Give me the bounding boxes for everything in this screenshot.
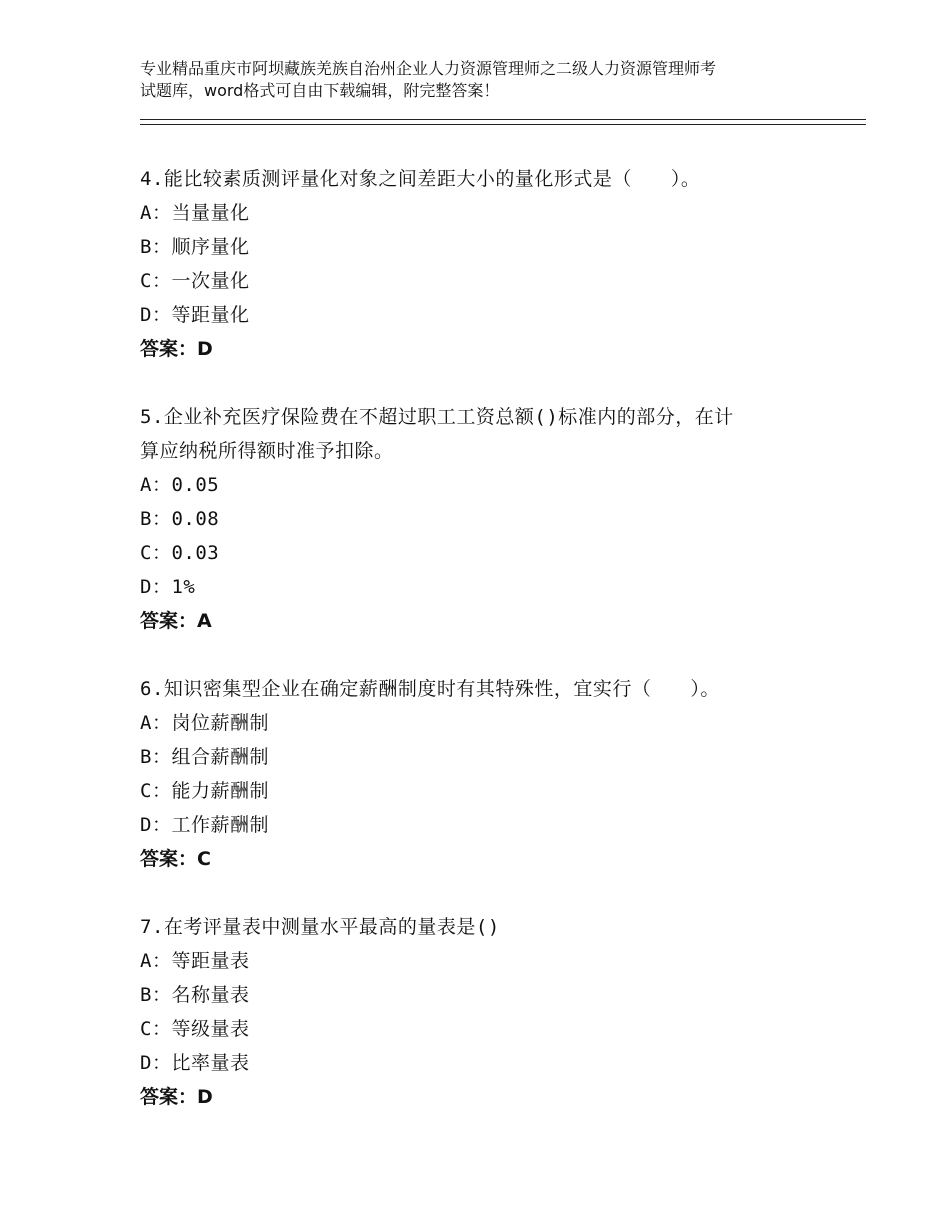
- option-b: B：顺序量化: [140, 236, 250, 258]
- option-b: B：0.08: [140, 508, 220, 530]
- option-c: C：0.03: [140, 542, 220, 564]
- option-a: A：0.05: [140, 474, 220, 496]
- answer-line: 答案：C: [140, 848, 211, 870]
- question-stem-line: 4.能比较素质测评量化对象之间差距大小的量化形式是（ ）。: [140, 168, 701, 190]
- option-d: D：比率量表: [140, 1052, 250, 1074]
- option-d: D：等距量化: [140, 304, 250, 326]
- option-c: C：一次量化: [140, 270, 250, 292]
- question-stem-line: 5.企业补充医疗保险费在不超过职工工资总额()标准内的部分，在计: [140, 406, 734, 428]
- question-stem-line: 6.知识密集型企业在确定薪酬制度时有其特殊性，宜实行（ ）。: [140, 678, 720, 700]
- question-list: [140, 162, 860, 1148]
- question-stem-line: 7.在考评量表中测量水平最高的量表是(): [140, 916, 500, 938]
- question-stem: [140, 400, 860, 468]
- answer-line: 答案：A: [140, 610, 212, 632]
- question-stem: [140, 672, 860, 706]
- header-divider-top: [140, 119, 866, 120]
- question-stem: [140, 910, 860, 944]
- document-header: [140, 58, 840, 102]
- option-d: D：1%: [140, 576, 196, 598]
- question-6: [140, 672, 860, 876]
- option-d: D：工作薪酬制: [140, 814, 269, 836]
- question-7: [140, 910, 860, 1114]
- option-a: A：等距量表: [140, 950, 250, 972]
- question-4: [140, 162, 860, 366]
- header-title-line-1: 专业精品重庆市阿坝藏族羌族自治州企业人力资源管理师之二级人力资源管理师考: [140, 59, 717, 78]
- answer-line: 答案：D: [140, 338, 213, 360]
- answer-line: 答案：D: [140, 1086, 213, 1108]
- question-5: [140, 400, 860, 638]
- option-a: A：当量量化: [140, 202, 250, 224]
- option-c: C：等级量表: [140, 1018, 250, 1040]
- option-b: B：组合薪酬制: [140, 746, 269, 768]
- header-divider-bottom: [140, 124, 866, 125]
- option-a: A：岗位薪酬制: [140, 712, 269, 734]
- question-stem-line: 算应纳税所得额时准予扣除。: [140, 440, 394, 462]
- header-title-line-2: 试题库，word格式可自由下载编辑，附完整答案！: [140, 81, 500, 100]
- option-b: B：名称量表: [140, 984, 250, 1006]
- option-c: C：能力薪酬制: [140, 780, 269, 802]
- question-stem: [140, 162, 860, 196]
